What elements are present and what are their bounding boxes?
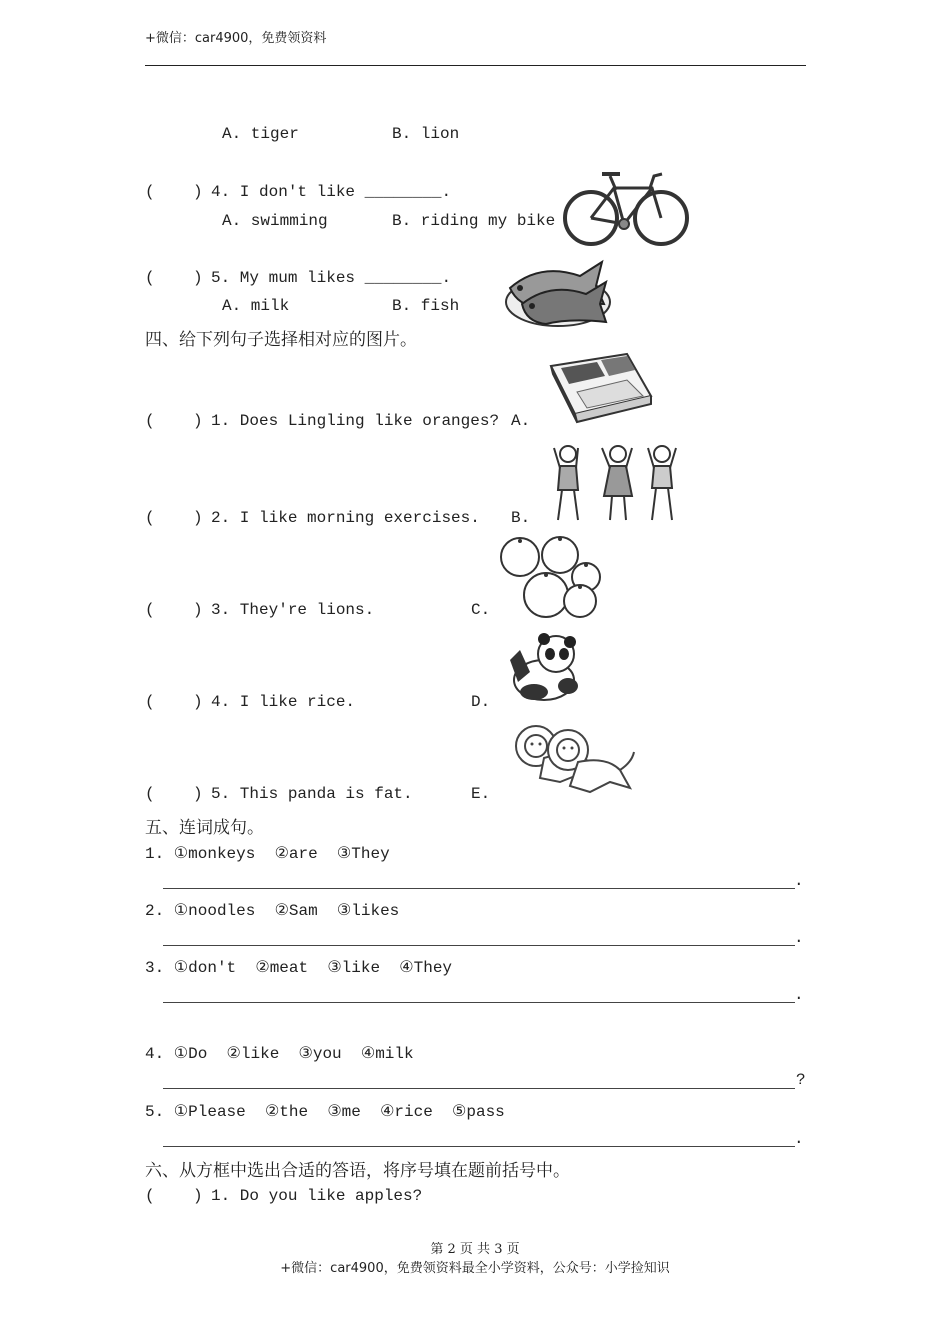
p5-q5-end: . xyxy=(794,1130,804,1148)
part5-heading: 五、连词成句。 xyxy=(145,818,264,838)
header-rule xyxy=(145,65,806,66)
p4-q1-letter: A. xyxy=(511,412,531,430)
p4-q3-paren[interactable]: ( ) xyxy=(145,601,203,619)
p5-q2-end: . xyxy=(794,929,804,947)
p6-q1-paren[interactable]: ( ) xyxy=(145,1187,203,1205)
p4-q3-text: 3. They're lions. xyxy=(211,601,375,619)
p4-q4-letter: D. xyxy=(471,693,491,711)
p5-q5-text: 5. ①Please ②the ③me ④rice ⑤pass xyxy=(145,1103,505,1121)
q5-text: 5. My mum likes ________. xyxy=(211,269,452,287)
p5-q4-answer-line[interactable] xyxy=(163,1088,795,1089)
q3-option-a: A. tiger xyxy=(222,125,299,143)
p4-q5-letter: E. xyxy=(471,785,491,803)
lunchbox-icon xyxy=(547,352,655,432)
p4-q4-paren[interactable]: ( ) xyxy=(145,693,203,711)
exercising-children-icon xyxy=(552,440,686,522)
p5-q4-end: ? xyxy=(796,1071,806,1089)
p4-q5-text: 5. This panda is fat. xyxy=(211,785,413,803)
p5-q2-text: 2. ①noodles ②Sam ③likes xyxy=(145,902,400,920)
p4-q1-text: 1. Does Lingling like oranges? xyxy=(211,412,500,430)
p4-q2-text: 2. I like morning exercises. xyxy=(211,509,480,527)
p4-q3-letter: C. xyxy=(471,601,491,619)
footer-page-number: 第 2 页 共 3 页 xyxy=(430,1242,520,1257)
oranges-icon xyxy=(498,535,602,619)
p4-q5-paren[interactable]: ( ) xyxy=(145,785,203,803)
p5-q3-text: 3. ①don't ②meat ③like ④They xyxy=(145,959,453,977)
q5-option-a: A. milk xyxy=(222,297,290,315)
q5-option-b: B. fish xyxy=(392,297,460,315)
p4-q1-paren[interactable]: ( ) xyxy=(145,412,203,430)
p5-q3-end: . xyxy=(794,986,804,1004)
p4-q2-paren[interactable]: ( ) xyxy=(145,509,203,527)
q4-text: 4. I don't like ________. xyxy=(211,183,452,201)
q3-option-b: B. lion xyxy=(392,125,460,143)
header-text: +微信：car4900，免费领资料 xyxy=(145,31,327,46)
p5-q5-answer-line[interactable] xyxy=(163,1146,795,1147)
q4-paren[interactable]: ( ) xyxy=(145,183,203,201)
bicycle-icon xyxy=(562,168,690,250)
p5-q3-answer-line[interactable] xyxy=(163,1002,795,1003)
p5-q1-answer-line[interactable] xyxy=(163,888,795,889)
footer-note: +微信：car4900，免费领资料最全小学资料，公众号：小学捡知识 xyxy=(280,1261,670,1276)
panda-icon xyxy=(506,630,588,704)
q5-paren[interactable]: ( ) xyxy=(145,269,203,287)
q4-option-a: A. swimming xyxy=(222,212,328,230)
p5-q4-text: 4. ①Do ②like ③you ④milk xyxy=(145,1045,414,1063)
p5-q2-answer-line[interactable] xyxy=(163,945,795,946)
part6-heading: 六、从方框中选出合适的答语，将序号填在题前括号中。 xyxy=(145,1161,570,1181)
p6-q1-text: 1. Do you like apples? xyxy=(211,1187,423,1205)
p4-q2-letter: B. xyxy=(511,509,531,527)
p5-q1-text: 1. ①monkeys ②are ③They xyxy=(145,845,390,863)
q4-option-b: B. riding my bike xyxy=(392,212,556,230)
lions-icon xyxy=(510,722,638,798)
p4-q4-text: 4. I like rice. xyxy=(211,693,356,711)
part4-heading: 四、给下列句子选择相对应的图片。 xyxy=(145,330,417,350)
p5-q1-end: . xyxy=(794,872,804,890)
fish-icon xyxy=(500,252,612,332)
